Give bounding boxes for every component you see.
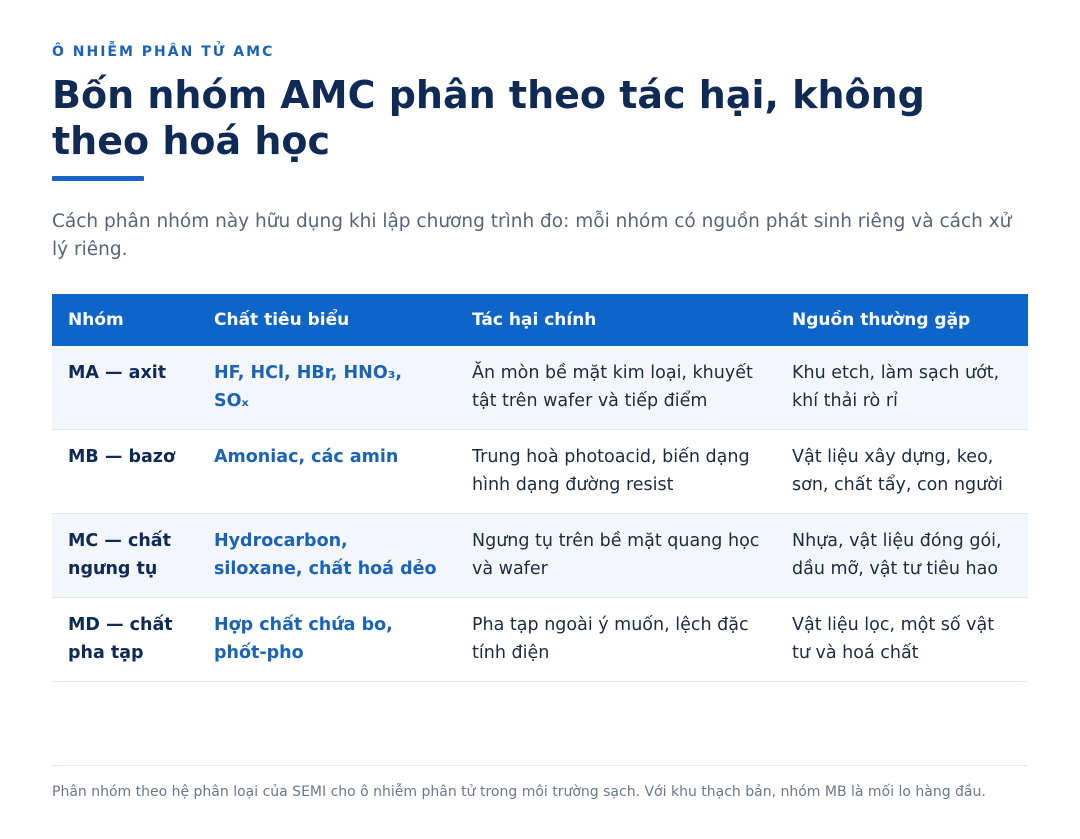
chemicals-cell: Hydrocarbon, siloxane, chất hoá dẻo — [198, 514, 456, 598]
table-row — [52, 598, 1028, 682]
harm-cell: Pha tạp ngoài ý muốn, lệch đặc tính điện — [456, 598, 776, 682]
page-subtitle: Cách phân nhóm này hữu dụng khi lập chương trình đo: mỗi nhóm có nguồn phát sinh riêng và cách xử lý riêng. — [52, 211, 1012, 260]
chemicals-cell: Hợp chất chứa bo, phốt-pho — [198, 598, 456, 682]
page-title: Bốn nhóm AMC phân theo tác hại, không theo hoá học — [52, 73, 925, 163]
table-row — [52, 346, 1028, 430]
group-cell: MD — chất pha tạp — [52, 598, 198, 682]
group-cell: MC — chất ngưng tụ — [52, 514, 198, 598]
column-header-chemicals: Chất tiêu biểu — [198, 294, 456, 346]
table-row — [52, 514, 1028, 598]
group-cell: MA — axit — [52, 346, 198, 430]
sources-cell: Khu etch, làm sạch ướt, khí thải rò rỉ — [776, 346, 1028, 430]
group-cell: MB — bazơ — [52, 430, 198, 514]
chemicals-cell: HF, HCl, HBr, HNO₃, SOₓ — [198, 346, 456, 430]
harm-cell: Ăn mòn bề mặt kim loại, khuyết tật trên wafer và tiếp điểm — [456, 346, 776, 430]
eyebrow-label: Ô NHIỄM PHÂN TỬ AMC — [52, 44, 275, 60]
column-header-group: Nhóm — [52, 294, 198, 346]
harm-cell: Ngưng tụ trên bề mặt quang học và wafer — [456, 514, 776, 598]
harm-cell: Trung hoà photoacid, biến dạng hình dạng đường resist — [456, 430, 776, 514]
column-header-harm: Tác hại chính — [456, 294, 776, 346]
footnote: Phân nhóm theo hệ phân loại của SEMI cho ô nhiễm phân tử trong môi trường sạch. Với khu thạch bản, nhóm MB là mối lo hàng đầu. — [52, 784, 986, 800]
table-header-row — [52, 294, 1028, 346]
title-underline — [52, 176, 144, 181]
sources-cell: Vật liệu xây dựng, keo, sơn, chất tẩy, con người — [776, 430, 1028, 514]
amc-groups-table — [52, 294, 1028, 682]
table-row — [52, 430, 1028, 514]
column-header-sources: Nguồn thường gặp — [776, 294, 1028, 346]
sources-cell: Vật liệu lọc, một số vật tư và hoá chất — [776, 598, 1028, 682]
footer-divider — [52, 765, 1028, 766]
chemicals-cell: Amoniac, các amin — [198, 430, 456, 514]
sources-cell: Nhựa, vật liệu đóng gói, dầu mỡ, vật tư tiêu hao — [776, 514, 1028, 598]
